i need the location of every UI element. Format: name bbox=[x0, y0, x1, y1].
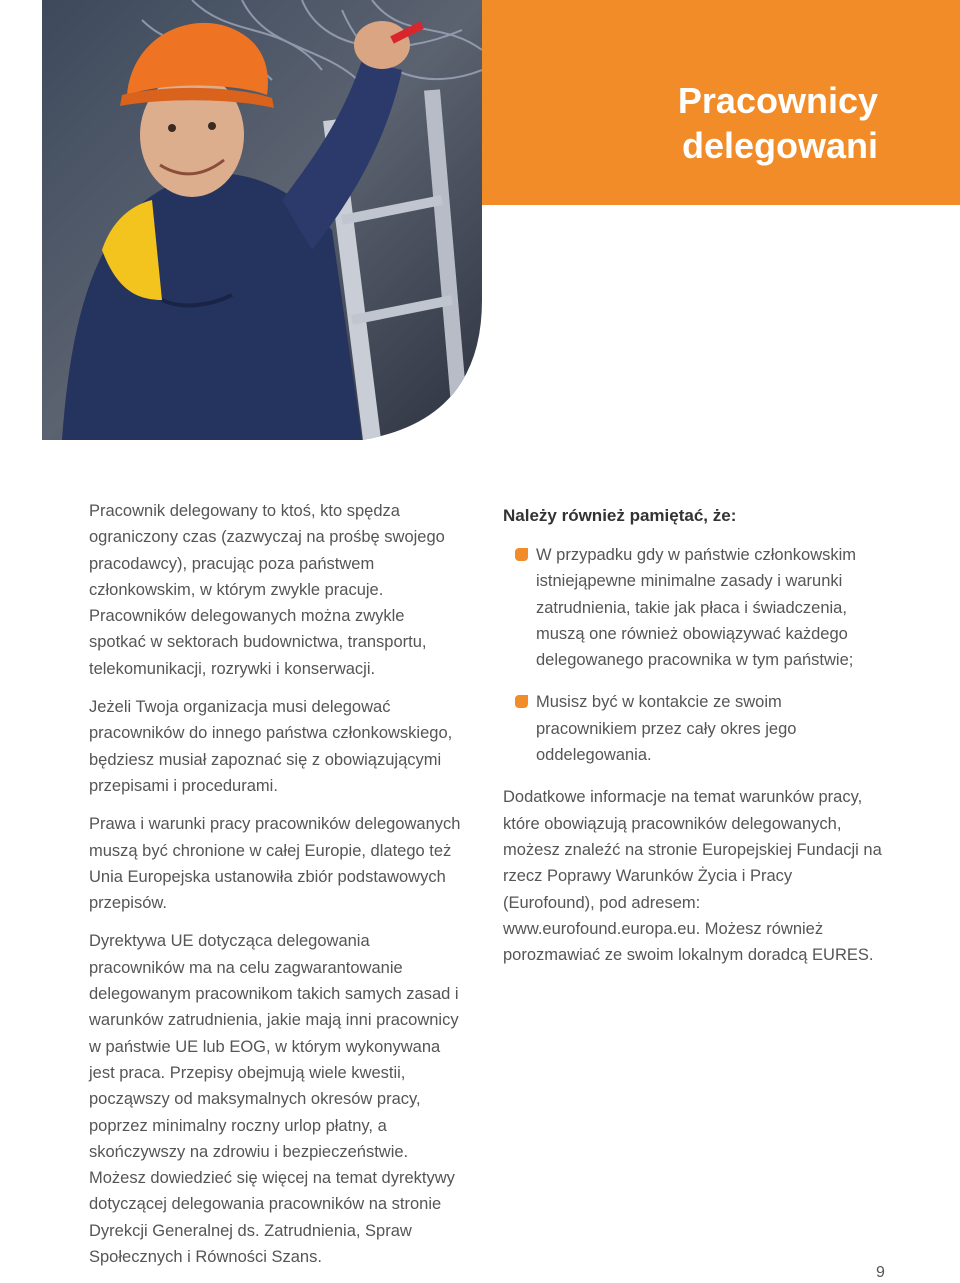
page-title bbox=[678, 78, 878, 168]
intro-paragraph: Pracownik delegowany to ktoś, kto spędza ograniczony czas (zazwyczaj na prośbę swojego pracodawcy), pracując poza państwem członkowskim, w którym zwykle pracuje. Pracowników delegowanych można zwykle spotkać w sektorach budownictwa, transportu, telekomunikacji, rozrywki i konserwacji. bbox=[89, 502, 445, 678]
list-item bbox=[503, 689, 883, 768]
bullet-icon bbox=[515, 695, 528, 708]
rights-paragraph: Prawa i warunki pracy pracowników delegowanych muszą być chronione w całej Europie, dlatego też Unia Europejska ustanowiła zbiór podstawowych przepisów. bbox=[89, 815, 461, 913]
reminder-heading: Należy również pamiętać, że: bbox=[503, 506, 737, 525]
list-item-text: W przypadku gdy w państwie członkowskim istniejąpewne minimalne zasady i warunki zatrudnienia, takie jak płaca i świadczenia, muszą one również obowiązywać każdego delegowanego pracownika w tym państwie; bbox=[536, 546, 857, 670]
right-column bbox=[503, 498, 883, 980]
reminder-list bbox=[503, 542, 883, 768]
left-column bbox=[89, 498, 461, 1282]
worker-photo bbox=[42, 0, 482, 440]
page-number: 9 bbox=[876, 1264, 885, 1281]
list-item bbox=[503, 542, 883, 673]
additional-info-paragraph: Dodatkowe informacje na temat warunków pracy, które obowiązują pracowników delegowanych, możesz znaleźć na stronie Europejskiej Fundacji na rzecz Poprawy Warunków Życia i Pracy (Eurofound), pod adresem: www.eurofound.europa.eu. Możesz również porozmawiać ze swoim lokalnym doradcą EURES. bbox=[503, 788, 882, 965]
page-title-line-1: Pracownicy bbox=[677, 80, 878, 121]
bullet-icon bbox=[515, 548, 528, 561]
page-title-line-2: delegowani bbox=[681, 125, 878, 166]
list-item-text: Musisz być w kontakcie ze swoim pracownikiem przez cały okres jego oddelegowania. bbox=[536, 693, 797, 765]
directive-paragraph: Dyrektywa UE dotycząca delegowania pracowników ma na celu zagwarantowanie delegowanym pracownikom takich samych zasad i warunków zatrudnienia, jakie mają inni pracownicy w państwie UE lub EOG, w którym wykonywana jest praca. Przepisy obejmują wiele kwestii, począwszy od maksymalnych okresów pracy, poprzez minimalny roczny urlop płatny, a skończywszy na zdrowiu i bezpieczeństwie. Możesz dowiedzieć się więcej na temat dyrektywy dotyczącej delegowania pracowników na stronie Dyrekcji Generalnej ds. Zatrudnienia, Spraw Społecznych i Równości Szans. bbox=[89, 932, 459, 1267]
organization-paragraph: Jeżeli Twoja organizacja musi delegować pracowników do innego państwa członkowskiego, będziesz musiał zapoznać się z obowiązującymi przepisami i procedurami. bbox=[89, 698, 453, 795]
